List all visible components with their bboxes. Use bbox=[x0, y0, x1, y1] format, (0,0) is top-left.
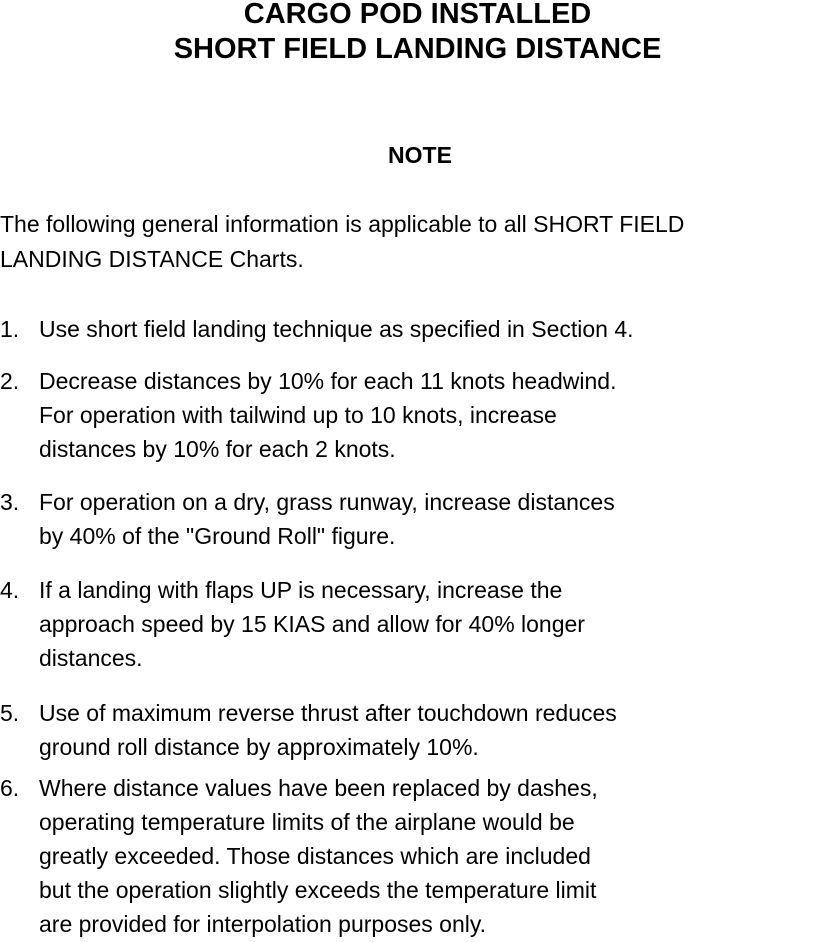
list-item-text bbox=[39, 771, 835, 941]
list-item-line: approach speed by 15 KIAS and allow for 40% longer bbox=[39, 611, 585, 637]
list-item-line: operating temperature limits of the airplane would be bbox=[39, 809, 575, 835]
list-item-line: If a landing with flaps UP is necessary, increase the bbox=[39, 577, 563, 603]
list-item-number: 5. bbox=[0, 700, 20, 726]
list-item-1 bbox=[0, 312, 835, 346]
list-item-6 bbox=[0, 771, 835, 941]
list-item-line: Where distance values have been replaced by dashes, bbox=[39, 775, 598, 801]
list-item-text bbox=[39, 485, 835, 553]
list-item-number: 2. bbox=[0, 368, 20, 394]
list-item-line: Decrease distances by 10% for each 11 knots headwind. bbox=[39, 368, 617, 394]
list-item-line: greatly exceeded. Those distances which are included bbox=[39, 843, 591, 869]
list-item-text bbox=[39, 696, 835, 764]
list-item-text bbox=[39, 312, 835, 346]
list-item-line: distances. bbox=[39, 645, 143, 671]
list-item-4 bbox=[0, 573, 835, 675]
title-line-1: CARGO POD INSTALLED bbox=[243, 0, 592, 30]
list-item-number: 4. bbox=[0, 577, 20, 603]
list-item-2 bbox=[0, 364, 835, 466]
note-intro-line: LANDING DISTANCE Charts. bbox=[0, 246, 304, 272]
note-intro bbox=[0, 207, 835, 277]
list-item-5 bbox=[0, 696, 835, 764]
list-item-line: by 40% of the "Ground Roll" figure. bbox=[39, 523, 396, 549]
list-item-3 bbox=[0, 485, 835, 553]
list-item-line: distances by 10% for each 2 knots. bbox=[39, 436, 396, 462]
list-item-line: For operation with tailwind up to 10 knots, increase bbox=[39, 402, 557, 428]
list-item-line: but the operation slightly exceeds the temperature limit bbox=[39, 877, 597, 903]
title-line-2: SHORT FIELD LANDING DISTANCE bbox=[173, 33, 662, 65]
list-item-line: For operation on a dry, grass runway, increase distances bbox=[39, 489, 615, 515]
list-item-text bbox=[39, 364, 835, 466]
list-item-line: are provided for interpolation purposes only. bbox=[39, 911, 487, 937]
list-item-line: Use short field landing technique as specified in Section 4. bbox=[39, 316, 634, 342]
list-item-line: Use of maximum reverse thrust after touchdown reduces bbox=[39, 700, 617, 726]
list-item-number: 6. bbox=[0, 775, 20, 801]
list-item-text bbox=[39, 573, 835, 675]
list-item-number: 1. bbox=[0, 316, 20, 342]
list-item-line: ground roll distance by approximately 10%. bbox=[39, 734, 479, 760]
list-item-number: 3. bbox=[0, 489, 20, 515]
note-intro-line: The following general information is applicable to all SHORT FIELD bbox=[0, 211, 685, 237]
note-heading: NOTE bbox=[388, 142, 452, 168]
